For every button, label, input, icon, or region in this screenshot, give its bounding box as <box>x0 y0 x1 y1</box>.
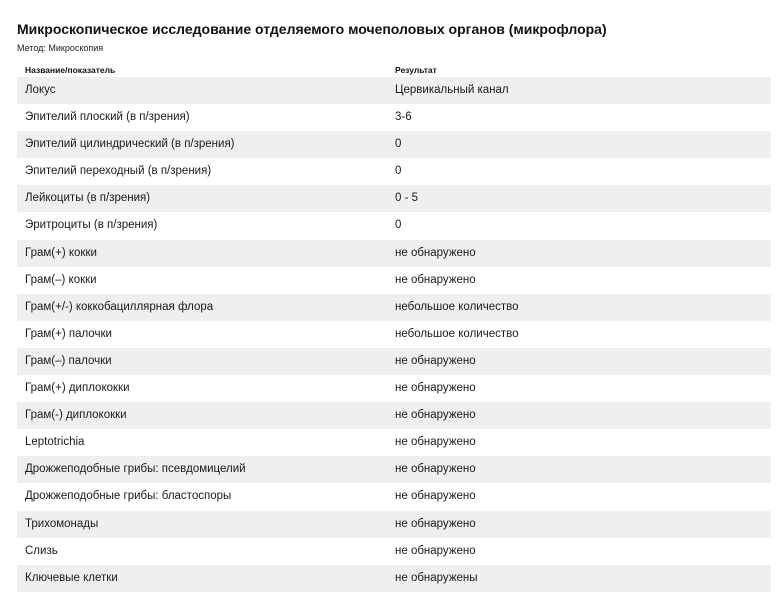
table-row <box>17 511 771 538</box>
row-result: не обнаружено <box>395 354 476 367</box>
row-result: небольшое количество <box>395 300 519 313</box>
row-name: Ключевые клетки <box>25 571 118 584</box>
row-result: не обнаружено <box>395 382 476 395</box>
row-result: не обнаружено <box>395 517 476 530</box>
row-name: Эпителий плоский (в п/зрения) <box>25 111 190 124</box>
row-result: 0 - 5 <box>395 192 419 205</box>
row-name: Дрожжеподобные грибы: бластоспоры <box>25 490 232 503</box>
row-result: 3-6 <box>395 111 412 124</box>
column-header-result: Результат <box>395 65 437 75</box>
table-row <box>17 321 771 348</box>
row-name: Лейкоциты (в п/зрения) <box>25 192 151 205</box>
table-row <box>17 185 771 212</box>
row-name: Эпителий цилиндрический (в п/зрения) <box>25 138 235 151</box>
table-row <box>17 429 771 456</box>
row-name: Слизь <box>25 544 58 557</box>
table-row <box>17 456 771 483</box>
table-row <box>17 77 771 104</box>
table-row <box>17 348 771 375</box>
row-result: не обнаружены <box>395 571 478 584</box>
row-name: Эритроциты (в п/зрения) <box>25 219 158 232</box>
table-row <box>17 131 771 158</box>
row-name: Эпителий переходный (в п/зрения) <box>25 165 212 178</box>
row-name: Дрожжеподобные грибы: псевдомицелий <box>25 463 246 476</box>
row-name: Грам(+) кокки <box>25 246 97 259</box>
row-result: 0 <box>395 165 402 178</box>
row-result: не обнаружено <box>395 463 476 476</box>
row-name: Грам(-) диплококки <box>25 409 127 422</box>
table-row <box>17 375 771 402</box>
row-result: не обнаружено <box>395 544 476 557</box>
table-row <box>17 294 771 321</box>
table-header <box>17 65 771 77</box>
page-title: Микроскопическое исследование отделяемого мочеполовых органов (микрофлора) <box>17 21 607 37</box>
table-row <box>17 267 771 294</box>
row-result: 0 <box>395 138 402 151</box>
row-name: Грам(+) диплококки <box>25 382 130 395</box>
table-row <box>17 158 771 185</box>
row-result: не обнаружено <box>395 409 476 422</box>
table-row <box>17 483 771 510</box>
table-row <box>17 212 771 239</box>
row-name: Трихомонады <box>25 517 99 530</box>
column-header-name: Название/показатель <box>25 65 116 75</box>
table-row <box>17 104 771 131</box>
row-result: не обнаружено <box>395 246 476 259</box>
row-name: Грам(–) кокки <box>25 273 97 286</box>
table-row <box>17 565 771 592</box>
row-name: Грам(+/-) коккобациллярная флора <box>25 300 214 313</box>
row-result: Цервикальный канал <box>395 84 509 96</box>
method-label: Метод: Микроскопия <box>17 43 104 53</box>
row-name: Локус <box>25 84 56 96</box>
row-name: Leptotrichia <box>25 436 85 449</box>
row-result: не обнаружено <box>395 436 476 449</box>
table-row <box>17 240 771 267</box>
row-result: не обнаружено <box>395 490 476 503</box>
row-name: Грам(+) палочки <box>25 327 112 340</box>
row-result: не обнаружено <box>395 273 476 286</box>
table-row <box>17 402 771 429</box>
table-row <box>17 538 771 565</box>
row-result: небольшое количество <box>395 327 519 340</box>
row-result: 0 <box>395 219 402 232</box>
row-name: Грам(–) палочки <box>25 354 112 367</box>
results-table <box>17 77 771 592</box>
